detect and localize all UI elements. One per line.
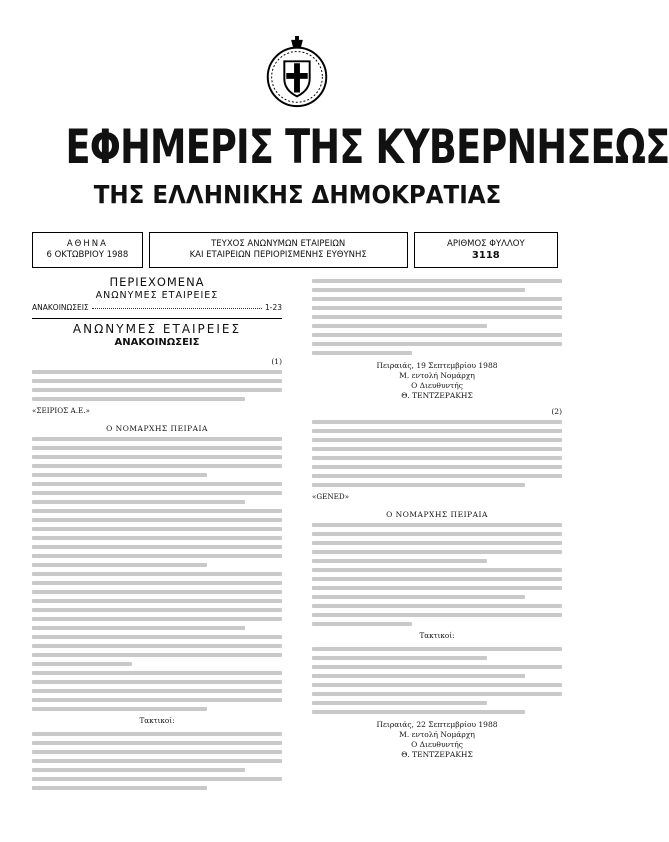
illegible-text-line <box>32 741 282 745</box>
illegible-text-line <box>32 464 282 468</box>
right-column <box>312 275 562 766</box>
notice-body <box>312 647 562 714</box>
notice-body <box>32 732 282 790</box>
illegible-text-line <box>312 622 412 626</box>
illegible-text-line <box>32 653 282 657</box>
illegible-text-line <box>312 532 562 536</box>
announcements-heading: ΑΝΑΚΟΙΝΩΣΕΙΣ <box>114 336 200 348</box>
illegible-text-line <box>32 599 282 603</box>
issue-date: 6 ΟΚΤΩΒΡΙΟΥ 1988 <box>46 250 129 260</box>
illegible-text-line <box>312 683 562 687</box>
notice-marker: (1) <box>271 357 282 367</box>
illegible-text-line <box>32 437 282 441</box>
gazette-title: ΕΦΗΜΕΡΙΣ ΤΗΣ ΚΥΒΕΡΝΗΣΕΩΣ <box>65 120 669 175</box>
illegible-text-line <box>312 306 562 310</box>
illegible-text-line <box>32 635 282 639</box>
illegible-text-line <box>32 545 282 549</box>
illegible-text-line <box>32 572 282 576</box>
issue-type-box <box>149 232 408 268</box>
illegible-text-line <box>32 527 282 531</box>
gazette-subtitle: ΤΗΣ ΕΛΛΗΝΙΚΗΣ ΔΗΜΟΚΡΑΤΙΑΣ <box>93 180 502 209</box>
illegible-text-line <box>32 786 207 790</box>
illegible-text-line <box>32 581 282 585</box>
notice-body <box>312 523 562 626</box>
illegible-text-line <box>312 613 562 617</box>
company-name: «GENED» <box>312 492 350 502</box>
illegible-text-line <box>32 500 245 504</box>
illegible-text-line <box>312 297 562 301</box>
illegible-text-line <box>32 473 207 477</box>
notice-body <box>32 437 282 711</box>
illegible-text-line <box>312 595 525 599</box>
illegible-text-line <box>32 518 282 522</box>
illegible-text-line <box>32 662 132 666</box>
notice-body <box>312 279 562 355</box>
illegible-text-line <box>312 701 487 705</box>
signature-title: Ο Διευθυντής <box>411 381 463 390</box>
signature-place-date: Πειραιάς, 19 Σεπτεμβρίου 1988 <box>376 361 498 370</box>
illegible-text-line <box>312 438 562 442</box>
illegible-text-line <box>32 732 282 736</box>
illegible-text-line <box>32 608 282 612</box>
illegible-text-line <box>312 288 525 292</box>
amounts-label: Τακτικοί: <box>139 716 175 726</box>
illegible-text-line <box>32 509 282 513</box>
illegible-text-line <box>312 692 562 696</box>
illegible-text-line <box>312 523 562 527</box>
illegible-text-line <box>312 474 562 478</box>
illegible-text-line <box>32 455 282 459</box>
illegible-text-line <box>32 563 207 567</box>
sheet-number: 3118 <box>471 250 500 261</box>
illegible-text-line <box>32 370 282 374</box>
issuing-office: Ο ΝΟΜΑΡΧΗΣ ΠΕΙΡΑΙΑ <box>106 423 208 433</box>
city: ΑΘΗΝΑ <box>66 239 108 249</box>
illegible-text-line <box>312 429 562 433</box>
sheet-number-box <box>414 232 558 268</box>
illegible-text-line <box>312 483 525 487</box>
signature-role: Μ. εντολή Νομάρχη <box>399 729 475 739</box>
illegible-text-line <box>32 759 282 763</box>
notice-marker: (2) <box>551 407 562 416</box>
signature-name: Θ. ΤΕΝΤΖΕΡΑΚΗΣ <box>401 391 473 400</box>
illegible-text-line <box>312 351 412 355</box>
contents-entry[interactable] <box>32 303 282 312</box>
sheet-label: ΑΡΙΘΜΟΣ ΦΥΛΛΟΥ <box>447 239 525 249</box>
illegible-text-line <box>312 559 487 563</box>
illegible-text-line <box>312 656 487 660</box>
illegible-text-line <box>32 777 282 781</box>
illegible-text-line <box>312 665 562 669</box>
illegible-text-line <box>312 710 525 714</box>
signature-role: Μ. εντολή Νομάρχη <box>399 371 475 380</box>
contents-entry-pages: 1-23 <box>264 302 282 312</box>
illegible-text-line <box>32 698 282 702</box>
illegible-text-line <box>32 671 282 675</box>
illegible-text-line <box>312 586 562 590</box>
contents-section: ΑΝΩΝΥΜΕΣ ΕΤΑΙΡΕΙΕΣ <box>95 290 219 302</box>
contents-heading: ΠΕΡΙΕΧΟΜΕΝΑ <box>109 275 205 289</box>
illegible-text-line <box>312 577 562 581</box>
illegible-text-line <box>32 536 282 540</box>
issue-type-line2: ΚΑΙ ΕΤΑΙΡΕΙΩΝ ΠΕΡΙΟΡΙΣΜΕΝΗΣ ΕΥΘΥΝΗΣ <box>189 250 367 260</box>
illegible-text-line <box>312 420 562 424</box>
illegible-text-line <box>32 617 282 621</box>
illegible-text-line <box>312 647 562 651</box>
illegible-text-line <box>312 324 487 328</box>
illegible-text-line <box>312 541 562 545</box>
section-heading: ΑΝΩΝΥΜΕΣ ΕΤΑΙΡΕΙΕΣ <box>72 322 242 337</box>
illegible-text-line <box>32 491 282 495</box>
divider <box>32 318 282 319</box>
illegible-text-line <box>32 446 282 450</box>
illegible-text-line <box>312 604 562 608</box>
signature-name: Θ. ΤΕΝΤΖΕΡΑΚΗΣ <box>401 749 473 759</box>
illegible-text-line <box>32 768 245 772</box>
illegible-text-line <box>32 689 282 693</box>
illegible-text-line <box>32 590 282 594</box>
illegible-text-line <box>32 680 282 684</box>
illegible-text-line <box>312 550 562 554</box>
issuing-office: Ο ΝΟΜΑΡΧΗΣ ΠΕΙΡΑΙΑ <box>386 509 488 519</box>
illegible-text-line <box>32 388 282 392</box>
illegible-text-line <box>312 447 562 451</box>
illegible-text-line <box>32 750 282 754</box>
illegible-text-line <box>312 279 562 283</box>
date-box <box>32 232 143 268</box>
greek-coat-of-arms-icon <box>258 34 336 112</box>
contents-entry-label: ΑΝΑΚΟΙΝΩΣΕΙΣ <box>32 302 89 312</box>
left-column <box>32 276 282 795</box>
illegible-text-line <box>312 674 525 678</box>
illegible-text-line <box>312 333 562 337</box>
illegible-text-line <box>312 456 562 460</box>
amounts-label: Τακτικοί: <box>419 631 455 641</box>
issue-info-bar <box>32 232 558 268</box>
illegible-text-line <box>32 397 245 401</box>
illegible-text-line <box>32 644 282 648</box>
signature-place-date: Πειραιάς, 22 Σεπτεμβρίου 1988 <box>376 719 498 729</box>
notice-body <box>32 370 282 415</box>
illegible-text-line <box>32 554 282 558</box>
notice-body <box>312 420 562 501</box>
issue-type-line1: ΤΕΥΧΟΣ ΑΝΩΝΥΜΩΝ ΕΤΑΙΡΕΙΩΝ <box>211 239 346 249</box>
illegible-text-line <box>32 626 245 630</box>
signature-block <box>312 361 562 401</box>
signature-block <box>312 720 562 760</box>
illegible-text-line <box>312 315 562 319</box>
signature-title: Ο Διευθυντής <box>411 739 463 749</box>
illegible-text-line <box>32 707 207 711</box>
dot-leader <box>92 303 262 309</box>
illegible-text-line <box>312 465 562 469</box>
illegible-text-line <box>32 482 282 486</box>
company-name: «ΣΕΙΡΙΟΣ Α.Ε.» <box>32 406 90 416</box>
illegible-text-line <box>312 568 562 572</box>
illegible-text-line <box>32 379 282 383</box>
illegible-text-line <box>312 342 562 346</box>
